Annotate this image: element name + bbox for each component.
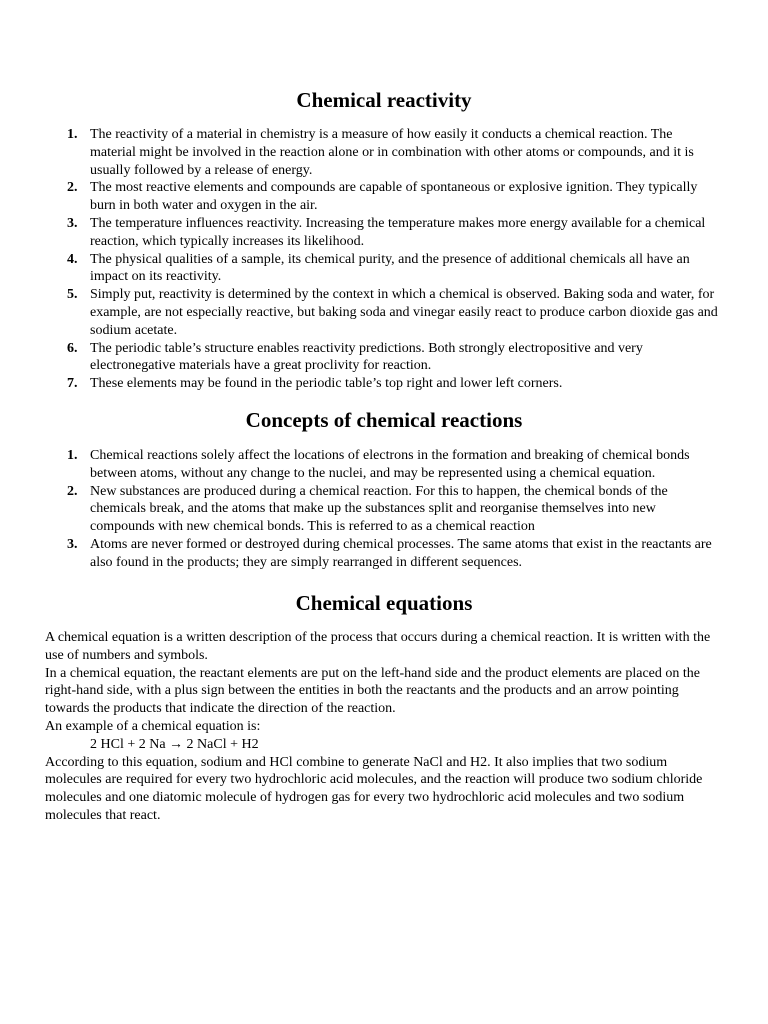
reactivity-list (0, 126, 720, 393)
list-item (0, 126, 720, 179)
paragraph: In a chemical equation, the reactant elements are put on the left-hand side and the product elements are placed on the right-hand side, with a plus sign between the entities in both the reactants and the products and an arrow pointing towards the products that indicate the direction of the reaction. (45, 665, 700, 717)
list-item (0, 340, 720, 376)
section-title-chemical-equations: Chemical equations (295, 591, 473, 615)
list-item-text: The most reactive elements and compounds are capable of spontaneous or explosive ignition. They typically burn in both water and oxygen in the air. (90, 180, 698, 214)
list-item (0, 375, 720, 393)
list-item-text: Atoms are never formed or destroyed during chemical processes. The same atoms that exist in the reactants are also found in the products; they are simply rearranged in different sequences. (90, 536, 712, 570)
section-title-chemical-reactivity: Chemical reactivity (296, 88, 472, 112)
list-number: 4. (67, 251, 78, 267)
list-item-text: These elements may be found in the periodic table’s top right and lower left corners. (90, 376, 563, 392)
concepts-list (0, 447, 720, 572)
list-item-text: New substances are produced during a chemical reaction. For this to happen, the chemical bonds of the chemicals break, and the atoms that make up the substances split and reorganise themselves into new compounds with new chemical bonds. This is referred to as a chemical reaction (90, 483, 668, 535)
list-number: 7. (67, 376, 78, 392)
list-number: 5. (67, 287, 78, 303)
list-item-text: Chemical reactions solely affect the locations of electrons in the formation and breaking of chemical bonds between atoms, without any change to the nuclei, and may be represented using a chemical equation. (90, 448, 690, 481)
list-item (0, 483, 720, 536)
list-item (0, 179, 720, 215)
list-number: 1. (67, 127, 78, 142)
equations-body (45, 629, 721, 825)
list-item (0, 215, 720, 251)
chemical-equation: 2 HCl + 2 Na → 2 NaCl + H2 (90, 736, 259, 752)
list-item (0, 251, 720, 287)
list-item (0, 286, 720, 339)
list-item-text: The periodic table’s structure enables reactivity predictions. Both strongly electropositive and very electronegative materials have a great proclivity for reaction. (90, 340, 643, 374)
list-item-text: Simply put, reactivity is determined by the context in which a chemical is observed. Baking soda and water, for example, are not especially reactive, but baking soda and vinegar easily react to produce carbon dioxide gas and sodium acetate. (90, 287, 718, 338)
list-number: 2. (67, 180, 78, 196)
paragraph: An example of a chemical equation is: (45, 718, 261, 734)
list-item (0, 536, 720, 572)
list-item-text: The temperature influences reactivity. Increasing the temperature makes more energy available for a chemical reaction, which typically increases its likelihood. (90, 215, 706, 249)
list-number: 6. (67, 340, 78, 356)
paragraph: According to this equation, sodium and HCl combine to generate NaCl and H2. It also implies that two sodium molecules are required for every two hydrochloric acid molecules, and the reaction will produce two sodium chloride molecules and one diatomic molecule of hydrogen gas for every two hydrochloric acid molecules and two sodium molecules that react. (45, 754, 703, 823)
paragraph: A chemical equation is a written description of the process that occurs during a chemical reaction. It is written with the use of numbers and symbols. (45, 630, 711, 663)
list-number: 2. (67, 483, 78, 499)
list-item (0, 447, 720, 483)
list-number: 1. (67, 448, 78, 463)
list-item-text: The physical qualities of a sample, its chemical purity, and the presence of additional chemicals all have an impact on its reactivity. (90, 251, 690, 285)
list-number: 3. (67, 536, 78, 552)
section-title-concepts: Concepts of chemical reactions (245, 408, 523, 432)
list-number: 3. (67, 215, 78, 231)
list-item-text: The reactivity of a material in chemistry is a measure of how easily it conducts a chemical reaction. The material might be involved in the reaction alone or in combination with other atoms or compounds, and it is usually followed by a release of energy. (90, 127, 694, 178)
